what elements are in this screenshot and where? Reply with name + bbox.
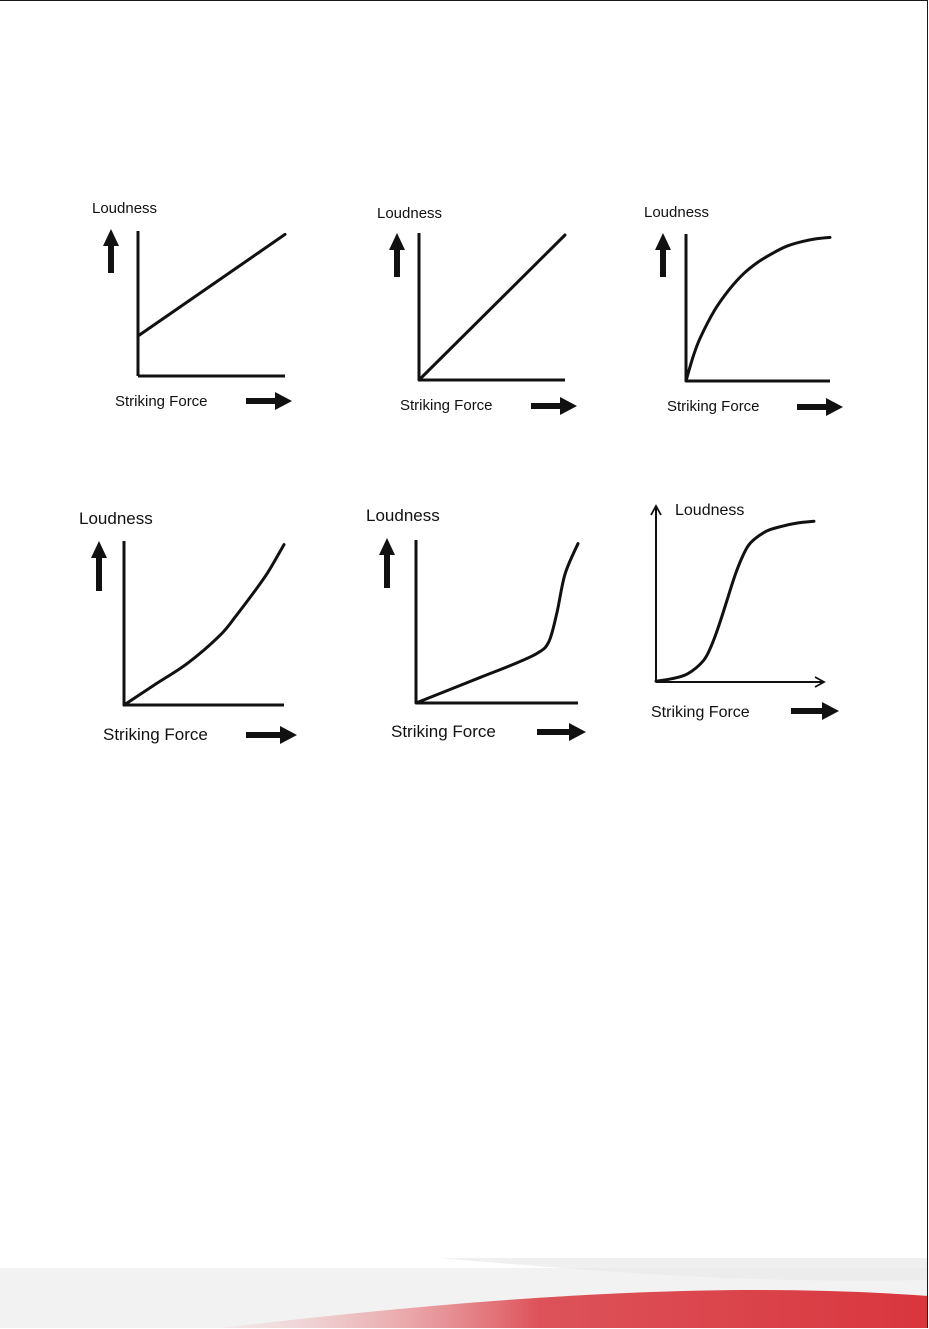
right-arrow-icon: [797, 398, 843, 416]
up-arrow-icon: [655, 233, 671, 277]
series-line: [138, 234, 285, 336]
plots-canvas: [0, 1, 928, 1328]
series-line: [416, 544, 578, 703]
right-arrow-icon: [246, 392, 292, 410]
up-arrow-icon: [389, 233, 405, 277]
x-axis-label: Striking Force: [391, 722, 496, 741]
series-line: [419, 235, 565, 380]
chart-2: [377, 205, 577, 415]
right-arrow-icon: [531, 397, 577, 415]
chart-4: [79, 509, 297, 744]
up-arrow-icon: [91, 541, 107, 591]
right-arrow-icon: [246, 726, 297, 744]
y-axis-label: Loudness: [92, 200, 158, 217]
chart-1: [92, 200, 292, 410]
y-axis-label: Loudness: [675, 502, 745, 519]
up-arrow-icon: [379, 538, 395, 588]
chart-3: [644, 204, 843, 416]
series-line: [686, 237, 830, 381]
y-axis-label: Loudness: [644, 204, 710, 221]
series-line: [656, 521, 814, 681]
x-axis-label: Striking Force: [103, 725, 208, 744]
x-axis-label: Striking Force: [651, 704, 750, 721]
up-arrow-icon: [103, 229, 119, 273]
x-axis-label: Striking Force: [667, 398, 760, 415]
y-axis-label: Loudness: [79, 509, 153, 528]
x-axis-label: Striking Force: [400, 397, 493, 414]
series-line: [124, 545, 284, 705]
x-axis-label: Striking Force: [115, 393, 208, 410]
right-arrow-icon: [537, 723, 586, 741]
footer-band: [0, 1258, 928, 1328]
y-axis-label: Loudness: [366, 506, 440, 525]
right-arrow-icon: [791, 702, 839, 720]
chart-6: [651, 502, 839, 721]
y-axis-label: Loudness: [377, 205, 443, 222]
chart-5: [366, 506, 586, 741]
